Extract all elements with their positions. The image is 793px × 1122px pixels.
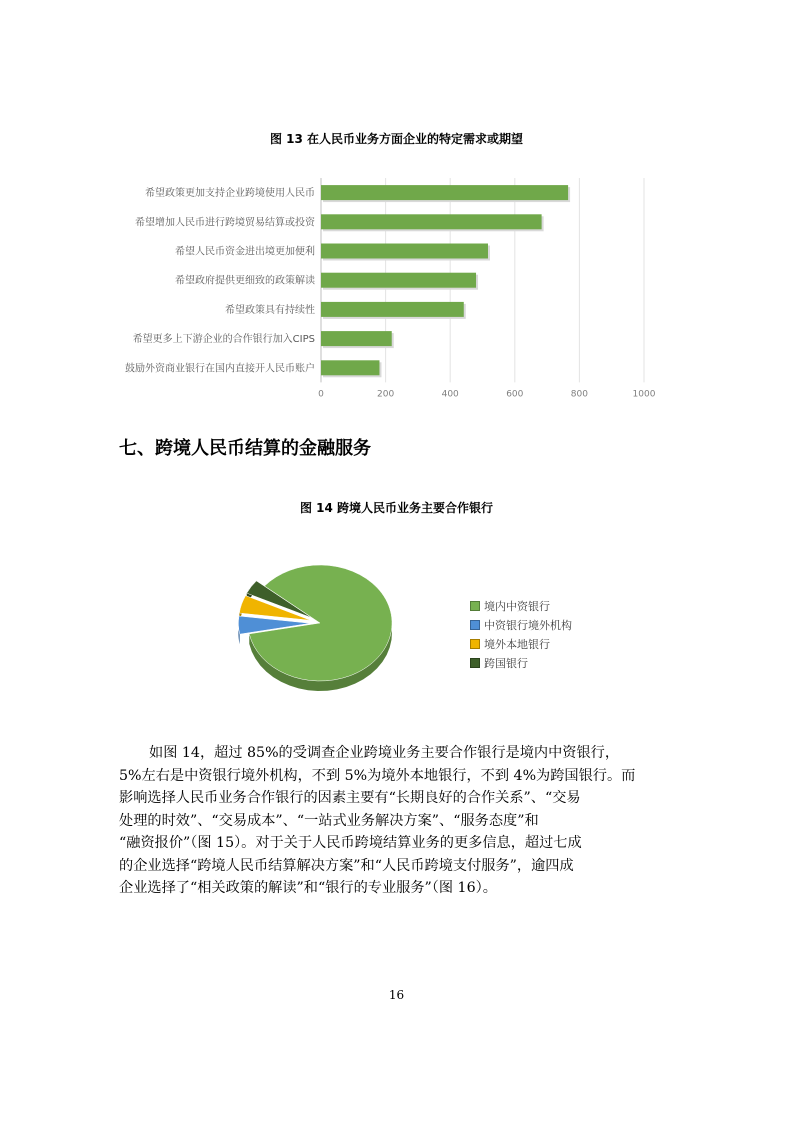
category-label: 希望人民币资金进出境更加便利 bbox=[175, 246, 315, 258]
x-tick-label: 600 bbox=[506, 389, 524, 400]
legend-label: 境内中资银行 bbox=[484, 599, 550, 613]
figure-13-bar-chart bbox=[0, 0, 793, 410]
x-tick-label: 1000 bbox=[632, 389, 656, 400]
category-label: 希望政策具有持续性 bbox=[225, 304, 315, 316]
figure-14-title: 图 14 跨境人民币业务主要合作银行 bbox=[299, 501, 494, 515]
figure-14-pie-chart bbox=[230, 545, 430, 715]
x-tick-label: 0 bbox=[318, 389, 324, 400]
legend-item bbox=[470, 596, 572, 615]
paragraph-line: 影响选择人民币业务合作银行的因素主要有“长期良好的合作关系”、“交易 bbox=[119, 790, 581, 806]
legend-swatch bbox=[470, 639, 480, 649]
bar bbox=[321, 244, 488, 259]
legend-item bbox=[470, 653, 572, 672]
legend-label: 境外本地银行 bbox=[484, 637, 550, 651]
category-label: 希望政策更加支持企业跨境使用人民币 bbox=[145, 188, 315, 200]
body-paragraph bbox=[119, 742, 659, 900]
legend-swatch bbox=[470, 620, 480, 630]
legend-label: 中资银行境外机构 bbox=[484, 618, 572, 632]
legend-item bbox=[470, 615, 572, 634]
section-heading: 七、跨境人民币结算的金融服务 bbox=[119, 438, 371, 459]
bar bbox=[321, 185, 568, 200]
x-tick-label: 400 bbox=[441, 389, 459, 400]
paragraph-line: 处理的时效”、“交易成本”、“一站式业务解决方案”、“服务态度”和 bbox=[119, 812, 539, 829]
bar bbox=[321, 302, 464, 317]
legend-label: 跨国银行 bbox=[484, 656, 528, 670]
x-tick-label: 800 bbox=[570, 389, 588, 400]
bar bbox=[321, 214, 542, 229]
category-label: 希望更多上下游企业的合作银行加入CIPS bbox=[132, 334, 315, 346]
category-label: 希望政府提供更细致的政策解读 bbox=[175, 275, 315, 287]
paragraph-line: 5%左右是中资银行境外机构，不到 5%为境外本地银行，不到 4%为跨国银行。而 bbox=[119, 767, 636, 784]
paragraph-line: 如图 14，超过 85%的受调查企业跨境业务主要合作银行是境内中资银行， bbox=[149, 745, 620, 761]
x-tick-label: 200 bbox=[377, 389, 395, 400]
legend-swatch bbox=[470, 658, 480, 668]
legend-item bbox=[470, 634, 572, 653]
paragraph-line: 的企业选择“跨境人民币结算解决方案”和“人民币跨境支付服务”，逾四成 bbox=[119, 857, 574, 874]
figure-14-legend bbox=[470, 596, 572, 672]
category-label: 希望增加人民币进行跨境贸易结算或投资 bbox=[135, 217, 315, 229]
bar bbox=[321, 331, 392, 346]
legend-swatch bbox=[470, 601, 480, 611]
bar bbox=[321, 360, 379, 375]
paragraph-line: “融资报价”（图 15）。对于关于人民币跨境结算业务的更多信息，超过七成 bbox=[119, 835, 582, 851]
figure-13-title: 图 13 在人民币业务方面企业的特定需求或期望 bbox=[269, 132, 524, 146]
category-label: 鼓励外资商业银行在国内直接开人民币账户 bbox=[125, 363, 315, 375]
bar bbox=[321, 273, 476, 288]
page-number: 16 bbox=[388, 988, 405, 1002]
paragraph-line: 企业选择了“相关政策的解读”和“银行的专业服务”（图 16）。 bbox=[119, 880, 497, 896]
